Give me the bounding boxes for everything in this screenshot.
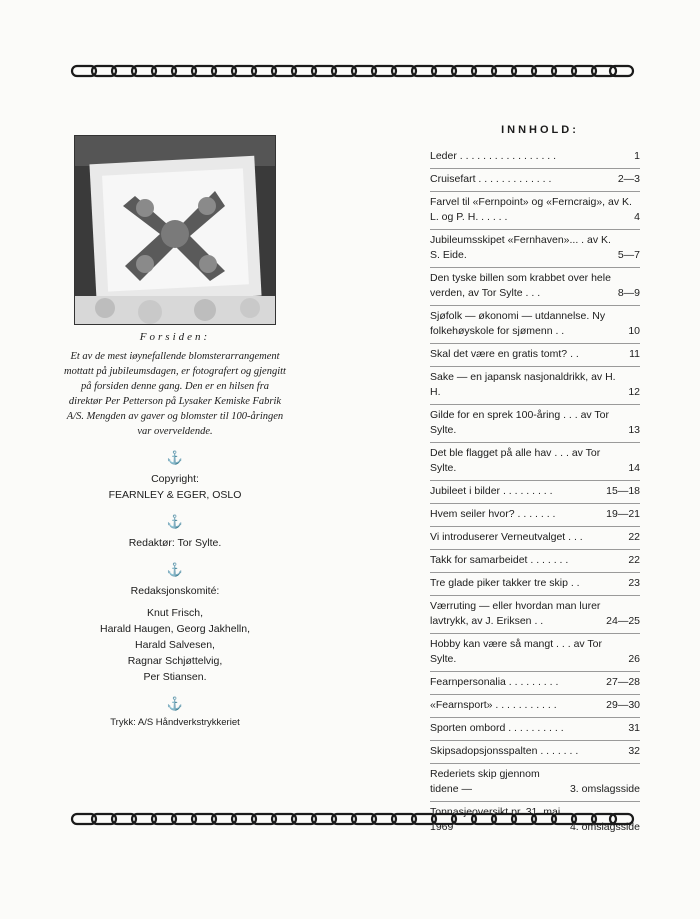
toc-entry-title: Skipsadopsjonsspalten . . . . . . . [430, 745, 579, 757]
toc-entry-title: «Fearnsport» . . . . . . . . . . . [430, 699, 557, 711]
toc-entry [430, 718, 640, 741]
toc-entry-page: 26 [628, 653, 640, 665]
toc-entry-page: 14 [628, 462, 640, 474]
toc-entry [430, 405, 640, 443]
toc-entry-page: 22 [628, 554, 640, 566]
anchor-icon: ⚓ [166, 562, 184, 577]
editor-line: Redaktør: Tor Sylte. [128, 537, 222, 549]
toc-entry-page: 11 [629, 348, 640, 360]
toc-entry-page: 12 [628, 386, 640, 398]
toc-entry-title: Vi introduserer Verneutvalget . . . [430, 531, 583, 543]
toc-entry-title: Takk for samarbeidet . . . . . . . [430, 554, 569, 566]
cover-caption-text: Et av de mest iøynefallende blomsterarrangement mottatt på jubileumsdagen, er fotografert og gjengitt på forsiden denne gang. Den er en hilsen fra direktør Per Petterson på Lysaker Kemiske Fabrik A/S. Mengden av gaver og blomster til 100-åringen var overveldende. [64, 351, 286, 437]
anchor-icon: ⚓ [166, 696, 184, 711]
toc-entry-title: Sake — en japansk nasjonaldrikk, av H. H. [430, 371, 616, 398]
toc-entry [430, 695, 640, 718]
toc-entry-page: 4. omslagsside [569, 821, 640, 833]
toc-entry [430, 764, 640, 802]
toc-entry [430, 634, 640, 672]
committee-label: Redaksjonskomité: [130, 585, 220, 597]
toc-entry [430, 443, 640, 481]
toc-entry [430, 741, 640, 764]
toc-entry-title: Gilde for en sprek 100-åring . . . av Tor Sylte. [430, 409, 609, 436]
toc-entry-page: 1 [634, 150, 640, 162]
anchor-icon: ⚓ [166, 450, 184, 465]
copyright-holder: FEARNLEY & EGER, OSLO [108, 489, 242, 501]
toc-entry-title: Tonnasjeoversikt pr. 31. mai 1969 [430, 806, 561, 833]
toc-entry-title: Sjøfolk — økonomi — utdannelse. Ny folkehøyskole for sjømenn . . [430, 310, 606, 337]
toc-list [430, 146, 640, 839]
committee-member: Ragnar Schjøttelvig, [127, 655, 223, 667]
toc-entry-title: Jubileumsskipet «Fernhaven»... . av K. S. Eide. [430, 234, 611, 261]
toc-entry-title: Rederiets skip gjennom tidene — [430, 768, 540, 795]
toc-entry-page: 22 [628, 531, 640, 543]
committee-member: Per Stiansen. [143, 671, 207, 683]
toc-entry [430, 672, 640, 695]
toc-entry-title: Jubileet i bilder . . . . . . . . . [430, 485, 553, 497]
toc-entry-page: 10 [628, 325, 640, 337]
toc-entry [430, 481, 640, 504]
toc-entry [430, 306, 640, 344]
toc-entry-page: 19—21 [606, 508, 640, 520]
toc-entry-title: Det ble flagget på alle hav . . . av Tor Sylte. [430, 447, 601, 474]
table-of-contents [430, 124, 640, 839]
toc-entry-page: 32 [628, 745, 640, 757]
toc-entry-title: Tre glade piker takker tre skip . . [430, 577, 580, 589]
toc-entry-page: 15—18 [606, 485, 640, 497]
committee-member: Harald Haugen, Georg Jakhelln, [99, 623, 250, 635]
toc-entry [430, 344, 640, 367]
toc-entry-title: Sporten ombord . . . . . . . . . . [430, 722, 564, 734]
toc-heading: INNHOLD: [501, 124, 579, 136]
toc-entry [430, 192, 640, 230]
toc-entry-title: Værruting — eller hvordan man lurer lavtrykk, av J. Eriksen . . [430, 600, 601, 627]
toc-entry-page: 27—28 [606, 676, 640, 688]
toc-entry [430, 527, 640, 550]
toc-entry [430, 169, 640, 192]
toc-entry [430, 573, 640, 596]
cover-flower-photo [74, 135, 276, 325]
toc-entry-page: 8—9 [617, 287, 640, 299]
toc-entry-title: Leder . . . . . . . . . . . . . . . . . [430, 150, 557, 162]
toc-entry [430, 268, 640, 306]
toc-entry [430, 230, 640, 268]
anchor-icon: ⚓ [166, 514, 184, 529]
chain-border-bottom [70, 812, 635, 826]
toc-entry [430, 146, 640, 169]
committee-member: Knut Frisch, [146, 607, 204, 619]
toc-entry-title: Cruisefart . . . . . . . . . . . . . [430, 173, 552, 185]
toc-entry-page: 24—25 [606, 615, 640, 627]
toc-entry-page: 2—3 [617, 173, 640, 185]
toc-entry [430, 367, 640, 405]
toc-entry-title: Skal det være en gratis tomt? . . [430, 348, 579, 360]
printer-line: Trykk: A/S Håndverkstrykkeriet [110, 717, 240, 728]
toc-entry-page: 3. omslagsside [569, 783, 640, 795]
toc-entry-title: Fearnpersonalia . . . . . . . . . [430, 676, 559, 688]
toc-entry-page: 4 [634, 211, 640, 223]
toc-entry-title: Hvem seiler hvor? . . . . . . . [430, 508, 556, 520]
toc-entry-page: 5—7 [617, 249, 640, 261]
toc-entry-title: Hobby kan være så mangt . . . av Tor Sylte. [430, 638, 602, 665]
toc-entry-page: 29—30 [606, 699, 640, 711]
copyright-label: Copyright: [151, 473, 199, 485]
committee-member: Harald Salvesen, [135, 639, 215, 651]
committee-list [60, 605, 290, 685]
left-column [60, 135, 290, 728]
toc-entry [430, 504, 640, 527]
toc-entry-page: 23 [628, 577, 640, 589]
toc-entry-title: Farvel til «Fernpoint» og «Ferncraig», av K. L. og P. H. . . . . . [430, 196, 632, 223]
toc-entry-page: 31 [628, 722, 640, 734]
toc-entry [430, 550, 640, 573]
toc-entry-title: Den tyske billen som krabbet over hele verden, av Tor Sylte . . . [430, 272, 611, 299]
chain-border-top [70, 64, 635, 78]
toc-entry-page: 13 [628, 424, 640, 436]
cover-caption-title: Forsiden: [139, 331, 211, 343]
toc-entry [430, 596, 640, 634]
